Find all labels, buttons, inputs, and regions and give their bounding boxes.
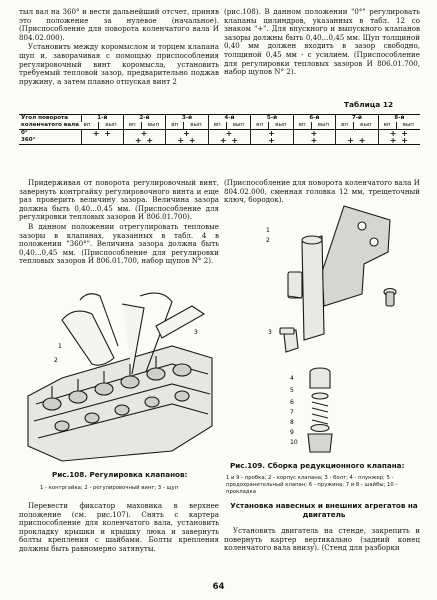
mark-cell: +	[251, 137, 293, 145]
valve-label: вп	[82, 122, 99, 130]
paragraph: В данном положении отрегулировать тепловые зазоры в клапанах, указанных в табл. 4 в положении "360°". Величина зазора должна быть 0,40...0,45 мм. (Приспособление для регулировки тепловых зазоров И 806.01.700, набор щупов N° 2).	[19, 221, 219, 266]
section-heading: Установка навесных и внешних агрегатов на двигатель	[230, 501, 418, 519]
valve-label: вп	[378, 122, 396, 130]
figure-108-caption: Рис.108. Регулировка клапанов:	[52, 470, 188, 479]
mark-cell: + +	[378, 137, 420, 145]
valve-label: вп	[336, 122, 354, 130]
cylinder-header: 3-й	[166, 115, 208, 123]
cylinder-header: 7-й	[336, 115, 378, 123]
text-column-top-left	[19, 8, 219, 87]
callout-1: 1	[266, 227, 270, 234]
callout-5: 5	[290, 387, 294, 394]
figure-109-legend: 1 и 9 - пробка; 2 - корпус клапана; 3 - болт; 4 - плунжер; 5 - предохранительный клапан; 6 - пружина; 7 и 8 - шайбы; 10 - прокладка	[226, 475, 398, 495]
valve-label: вып	[269, 122, 294, 130]
mark-cell: +	[251, 130, 293, 138]
callout-3: 3	[194, 329, 198, 336]
callout-1: 1	[58, 343, 62, 350]
mark-cell: +	[293, 130, 335, 138]
valve-label: вып	[141, 122, 166, 130]
paragraph: Придерживая от поворота регулировочный винт, завернуть контргайку регулировочного винта и еще раз проверить величину зазора. Величина зазора должна быть 0,40...0,45 мм. (Приспособление для регулировки тепловых зазоров И 806.01.700).	[19, 178, 219, 222]
mark-cell: +	[208, 130, 250, 138]
valve-label: вып	[99, 122, 124, 130]
mark-cell: +	[123, 130, 165, 138]
cylinder-header: 8-й	[378, 115, 420, 123]
cylinder-header: 2-й	[123, 115, 165, 123]
figure-109-caption: Рис.109. Сборка редукционного клапана:	[230, 461, 405, 470]
reducing-valve-illustration	[264, 202, 414, 457]
callout-9: 9	[290, 429, 294, 436]
text-column-middle-left	[19, 179, 219, 267]
callout-3: 3	[268, 329, 272, 336]
angle-cell: 0°	[21, 130, 28, 136]
mark-cell: + +	[336, 137, 378, 145]
valve-label: вып	[396, 122, 420, 130]
callout-4: 4	[290, 375, 294, 382]
text-column-bottom-right	[224, 527, 420, 554]
valve-adjustment-illustration	[22, 286, 218, 466]
mark-cell: + +	[166, 137, 208, 145]
mark-cell: + +	[123, 137, 165, 145]
table-title: Таблица 12	[344, 100, 394, 109]
cylinder-header: 5-й	[251, 115, 293, 123]
cylinder-header: 6-й	[293, 115, 335, 123]
valve-adjustment-table	[19, 114, 420, 145]
paragraph: тыл вал на 360° и вести дальнейший отсчет, приняв это положение за нулевое (начальное). (Приспособление для поворота коленчатого вала И 804.02.000).	[19, 7, 219, 42]
cylinder-header: 1-й	[82, 115, 124, 123]
mark-cell: + +	[208, 137, 250, 145]
text-column-top-right	[224, 8, 420, 78]
paragraph: Установить двигатель на стенде, закрепить и повернуть картер вертикально (задний конец коленчатого вала внизу). (Стенд для разборки	[224, 526, 420, 553]
valve-label: вп	[293, 122, 311, 130]
table-row	[19, 137, 420, 145]
callout-8: 8	[290, 419, 294, 426]
callout-2: 2	[266, 237, 270, 244]
callout-6: 6	[290, 399, 294, 406]
mark-cell: +	[293, 137, 335, 145]
figure-108-legend: 1 - контргайка; 2 - регулировочный винт; 3 - щуп	[40, 485, 179, 491]
paragraph: (рис.108). В данном положении "0°" регулировать клапаны цилиндров, указанных в табл. 12 со знаком "+". Для впускного и выпускного клапанов зазоры должны быть 0,40...0,45 мм. Щуп толщиной 0,40 мм должен входить в зазор свободно, толщиной 0,45 мм - с усилием. (Приспособление для регулировки тепловых зазоров И 806.01.700, набор щупов N° 2).	[224, 7, 420, 77]
paragraph: (Приспособление для поворота коленчатого вала И 804.02.000, сменная головка 12 мм, трещеточный ключ, бородок).	[224, 178, 420, 205]
callout-7: 7	[290, 409, 294, 416]
mark-cell: + +	[378, 130, 420, 138]
mark-cell: + +	[82, 130, 124, 138]
mark-cell: +	[166, 130, 208, 138]
text-column-bottom-left	[19, 502, 219, 555]
paragraph: Установить между коромыслом и торцем клапана щуп и, заворачивая с помощью приспособления регулировочный винт коромысла, установить требуемый тепловой зазор, предварительно поджав пружину, а затем плавно отпуская винт 2	[19, 42, 219, 86]
callout-2: 2	[54, 357, 58, 364]
valve-label: вп	[166, 122, 184, 130]
valve-label: вп	[208, 122, 226, 130]
valve-label: вп	[251, 122, 269, 130]
page-number: 64	[212, 582, 225, 592]
callout-10: 10	[290, 439, 298, 446]
valve-label: вып	[354, 122, 379, 130]
valve-label: вп	[123, 122, 141, 130]
mark-cell	[82, 137, 124, 145]
valve-label: вып	[311, 122, 336, 130]
valve-label: вып	[226, 122, 251, 130]
angle-cell: 360°	[19, 137, 82, 145]
paragraph: Перевести фиксатор маховика в верхнее положение (см. рис.107). Снять с картера приспособление для коленчатого вала, установить прокладку крышки и крышку люка и завернуть болты крепления с шайбами. Болты крепления должны быть равномерно затянуты.	[19, 501, 219, 553]
table-corner-label: Угол поворота коленчатого вала	[19, 115, 82, 130]
cylinder-header: 4-й	[208, 115, 250, 123]
valve-label: вып	[184, 122, 209, 130]
